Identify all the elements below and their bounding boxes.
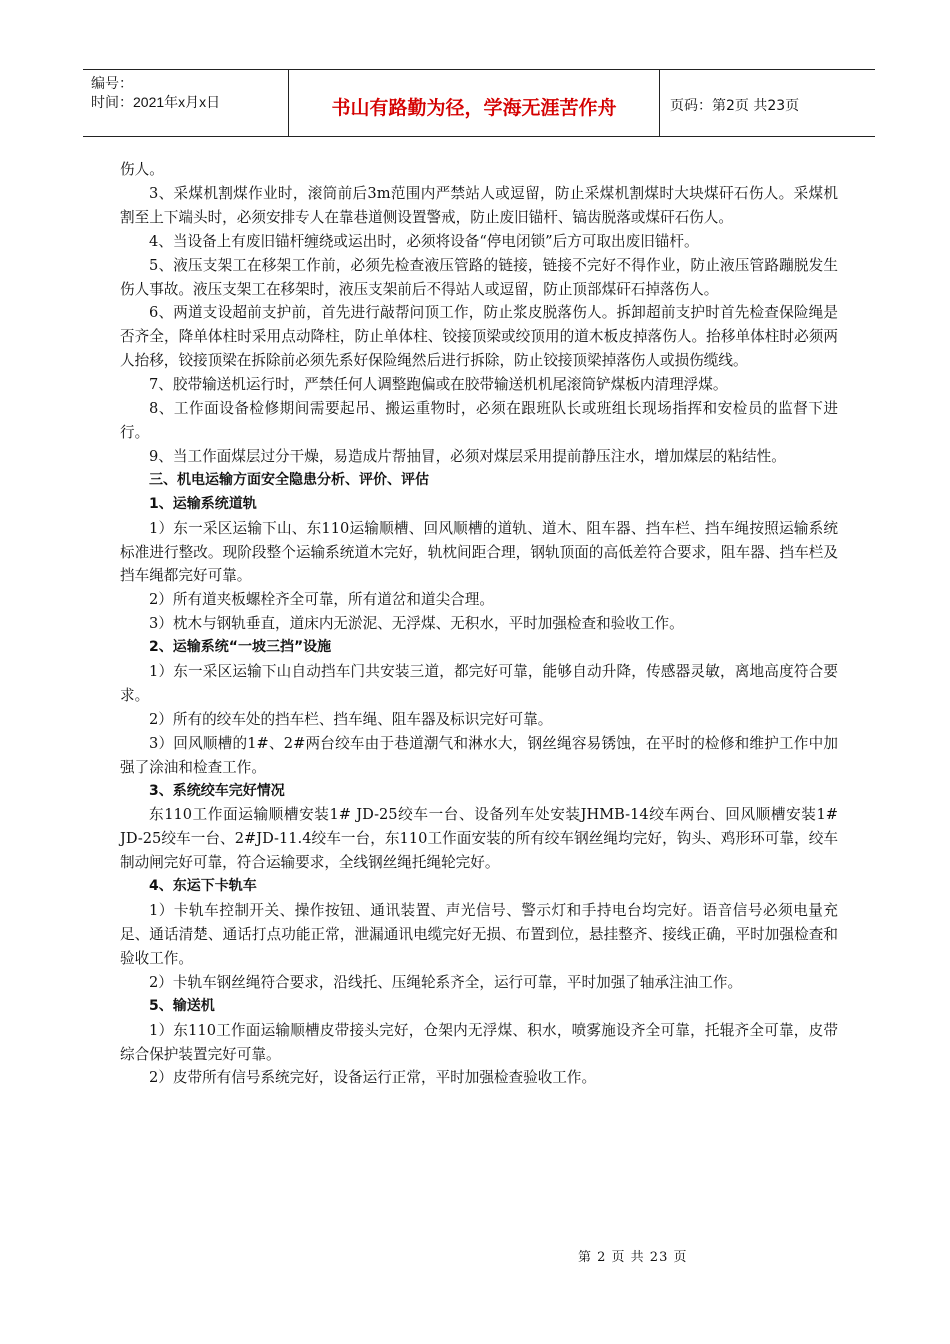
paragraph: 2）皮带所有信号系统完好，设备运行正常，平时加强检查验收工作。 <box>149 1069 597 1087</box>
subsection-heading: 4、东运下卡轨车 <box>149 878 257 895</box>
page-footer: 第 2 页 共 23 页 <box>578 1250 688 1265</box>
paragraph: 6、两道支设超前支护前，首先进行敲帮问顶工作，防止浆皮脱落伤人。拆卸超前支护时首先检查保险绳是否齐全，降单体柱时采用点动降柱，防止单体柱、铰接顶梁或绞顶用的道木板皮掉落伤人。抬移单体柱时必须两人抬移，铰接顶梁在拆除前必须先系好保险绳然后进行拆除，防止铰接顶梁掉落伤人或损伤缆线。 <box>120 304 838 370</box>
paragraph: 2）所有道夹板螺栓齐全可靠，所有道岔和道尖合理。 <box>149 591 494 609</box>
section-heading: 三、机电运输方面安全隐患分析、评价、评估 <box>149 471 429 488</box>
paragraph: 1）东110工作面运输顺槽皮带接头完好，仓架内无浮煤、积水，喷雾施设齐全可靠，托辊齐全可靠，皮带综合保护装置完好可靠。 <box>120 1021 838 1063</box>
paragraph: 5、液压支架工在移架工作前，必须先检查液压管路的链接，链接不完好不得作业，防止液压管路蹦脱发生伤人事故。液压支架工在移架时，液压支架前后不得站人或逗留，防止顶部煤矸石掉落伤人。 <box>120 256 838 298</box>
paragraph: 2）卡轨车钢丝绳符合要求，沿线托、压绳轮系齐全，运行可靠，平时加强了轴承注油工作。 <box>149 973 743 991</box>
subsection-heading: 5、输送机 <box>149 997 215 1014</box>
document-body <box>120 158 838 1090</box>
document-date: 时间：2021年x月x日 <box>91 94 221 110</box>
paragraph: 9、当工作面煤层过分干燥，易造成片帮抽冒，必须对煤层采用提前静压注水，增加煤层的粘结性。 <box>149 447 786 465</box>
paragraph: 3）回风顺槽的1#、2#两台绞车由于巷道潮气和淋水大，钢丝绳容易锈蚀，在平时的检修和维护工作中加强了涂油和检查工作。 <box>120 734 838 776</box>
subsection-heading: 1、运输系统道轨 <box>149 495 257 512</box>
paragraph: 8、工作面设备检修期间需要起吊、搬运重物时，必须在跟班队长或班组长现场指挥和安检员的监督下进行。 <box>120 400 838 441</box>
paragraph: 3）枕木与钢轨垂直，道床内无淤泥、无浮煤、无积水，平时加强检查和验收工作。 <box>149 615 684 633</box>
header-meta <box>83 70 288 136</box>
header-page-number: 页码：第2页 共23页 <box>670 98 800 114</box>
document-number-label: 编号： <box>91 75 133 91</box>
header-motto: 书山有路勤为径，学海无涯苦作舟 <box>288 70 660 136</box>
paragraph: 3、采煤机割煤作业时，滚筒前后3m范围内严禁站人或逗留，防止采煤机割煤时大块煤矸石伤人。采煤机割至上下端头时，必须安排专人在靠巷道侧设置警戒，防止废旧锚杆、镐齿脱落或煤矸石伤人。 <box>120 184 838 226</box>
paragraph: 1）东一采区运输下山、东110运输顺槽、回风顺槽的道轨、道木、阻车器、挡车栏、挡车绳按照运输系统标准进行整改。现阶段整个运输系统道木完好，轨枕间距合理，钢轨顶面的高低差符合要求，阻车器、挡车栏及挡车绳都完好可靠。 <box>120 519 838 585</box>
paragraph: 伤人。 <box>120 161 164 178</box>
paragraph: 1）卡轨车控制开关、操作按钮、通讯装置、声光信号、警示灯和手持电台均完好。语音信号必须电量充足、通话清楚、通话打点功能正常，泄漏通讯电缆完好无损、布置到位，悬挂整齐、接线正确，平时加强检查和验收工作。 <box>120 902 838 967</box>
paragraph: 4、当设备上有废旧锚杆缠绕或运出时，必须将设备“停电闭锁”后方可取出废旧锚杆。 <box>149 232 699 250</box>
page-header <box>83 69 875 137</box>
subsection-heading: 3、系统绞车完好情况 <box>149 782 285 799</box>
paragraph: 2）所有的绞车处的挡车栏、挡车绳、阻车器及标识完好可靠。 <box>149 710 553 728</box>
paragraph: 东110工作面运输顺槽安装1# JD-25绞车一台、设备列车处安装JHMB-14绞车两台、回风顺槽安装1# JD-25绞车一台、2#JD-11.4绞车一台，东110工作面安装的所有绞车钢丝绳均完好，钩头、鸡形环可靠，绞车制动闸完好可靠，符合运输要求，全线钢丝绳托绳轮完好。 <box>120 806 838 872</box>
subsection-heading: 2、运输系统“一坡三挡”设施 <box>149 639 332 656</box>
paragraph: 7、胶带输送机运行时，严禁任何人调整跑偏或在胶带输送机机尾滚筒铲煤板内清理浮煤。 <box>149 376 728 394</box>
paragraph: 1）东一采区运输下山自动挡车门共安装三道，都完好可靠，能够自动升降，传感器灵敏，离地高度符合要求。 <box>120 663 838 704</box>
